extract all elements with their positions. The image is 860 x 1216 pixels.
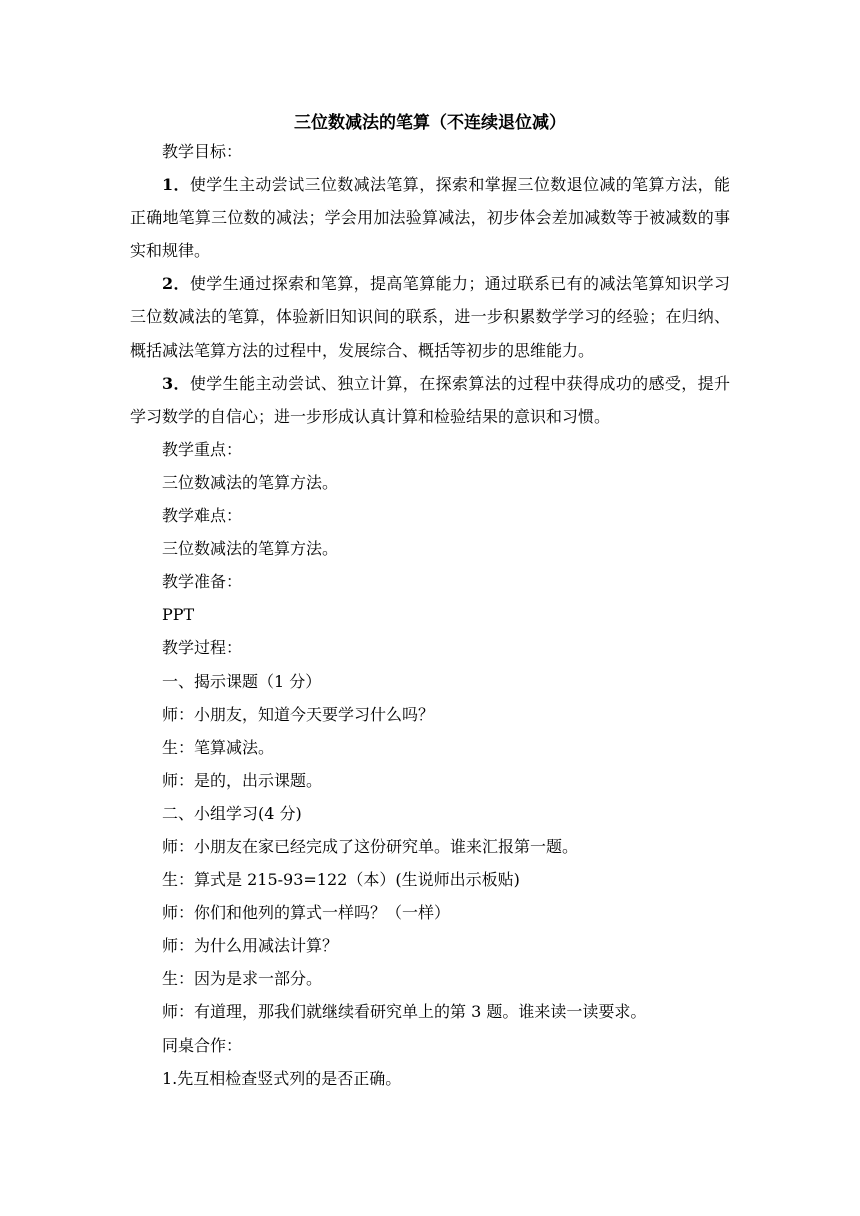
process-heading: 教学过程： bbox=[162, 638, 243, 658]
objectives-heading: 教学目标： bbox=[162, 142, 243, 161]
preparation-text: PPT bbox=[162, 605, 195, 625]
process-line: 一、揭示课题（1 分） bbox=[162, 671, 322, 691]
document-title: 三位数减法的笔算（不连续退位减） bbox=[294, 113, 566, 133]
objective-number: 1 bbox=[162, 175, 174, 195]
difficulty-text: 三位数减法的笔算方法。 bbox=[162, 539, 339, 559]
process-line: 师：是的，出示课题。 bbox=[162, 770, 323, 790]
process-line: 师：有道理，那我们就继续看研究单上的第 3 题。谁来读一读要求。 bbox=[162, 1002, 647, 1022]
process-line: 生：算式是 215-93=122（本）(生说师出示板贴) bbox=[162, 870, 520, 890]
objective-paragraph: 2．使学生通过探索和笔算，提高笔算能力；通过联系已有的减法笔算知识学习三位数减法的笔算，体验新旧知识间的联系，进一步积累数学学习的经验；在归纳、概括减法笔算方法的过程中，发展综合、概括等初步的思维能力。 bbox=[130, 274, 730, 360]
process-line: 师：为什么用减法计算？ bbox=[162, 936, 339, 956]
objective-text: 使学生能主动尝试、独立计算，在探索算法的过程中获得成功的感受，提升学习数学的自信心；进一步形成认真计算和检验结果的意识和习惯。 bbox=[130, 373, 730, 426]
process-line: 二、小组学习(4 分) bbox=[162, 803, 302, 823]
process-line: 同桌合作： bbox=[162, 1035, 243, 1055]
document-body bbox=[130, 135, 730, 1095]
process-line: 1.先互相检查竖式列的是否正确。 bbox=[162, 1068, 402, 1088]
key-points-text: 三位数减法的笔算方法。 bbox=[162, 472, 339, 492]
process-line: 师：小朋友在家已经完成了这份研究单。谁来汇报第一题。 bbox=[162, 836, 579, 856]
key-points-heading: 教学重点： bbox=[162, 439, 243, 459]
process-line: 师：你们和他列的算式一样吗？（一样） bbox=[162, 903, 451, 923]
process-line: 生：因为是求一部分。 bbox=[162, 969, 323, 989]
objective-number: 2 bbox=[162, 274, 174, 294]
preparation-heading: 教学准备： bbox=[162, 572, 243, 592]
difficulty-heading: 教学难点： bbox=[162, 506, 243, 526]
objective-number: 3 bbox=[162, 373, 174, 393]
objective-paragraph: 3．使学生能主动尝试、独立计算，在探索算法的过程中获得成功的感受，提升学习数学的自信心；进一步形成认真计算和检验结果的意识和习惯。 bbox=[130, 373, 730, 426]
objective-text: 使学生通过探索和笔算，提高笔算能力；通过联系已有的减法笔算知识学习三位数减法的笔算，体验新旧知识间的联系，进一步积累数学学习的经验；在归纳、概括减法笔算方法的过程中，发展综合、概括等初步的思维能力。 bbox=[130, 274, 730, 360]
objective-text: 使学生主动尝试三位数减法笔算，探索和掌握三位数退位减的笔算方法，能正确地笔算三位数的减法；学会用加法验算减法，初步体会差加减数等于被减数的事实和规律。 bbox=[130, 175, 730, 261]
process-line: 师：小朋友，知道今天要学习什么吗？ bbox=[162, 704, 435, 724]
objective-paragraph: 1．使学生主动尝试三位数减法笔算，探索和掌握三位数退位减的笔算方法，能正确地笔算三位数的减法；学会用加法验算减法，初步体会差加减数等于被减数的事实和规律。 bbox=[130, 175, 730, 261]
process-line: 生：笔算减法。 bbox=[162, 737, 275, 757]
